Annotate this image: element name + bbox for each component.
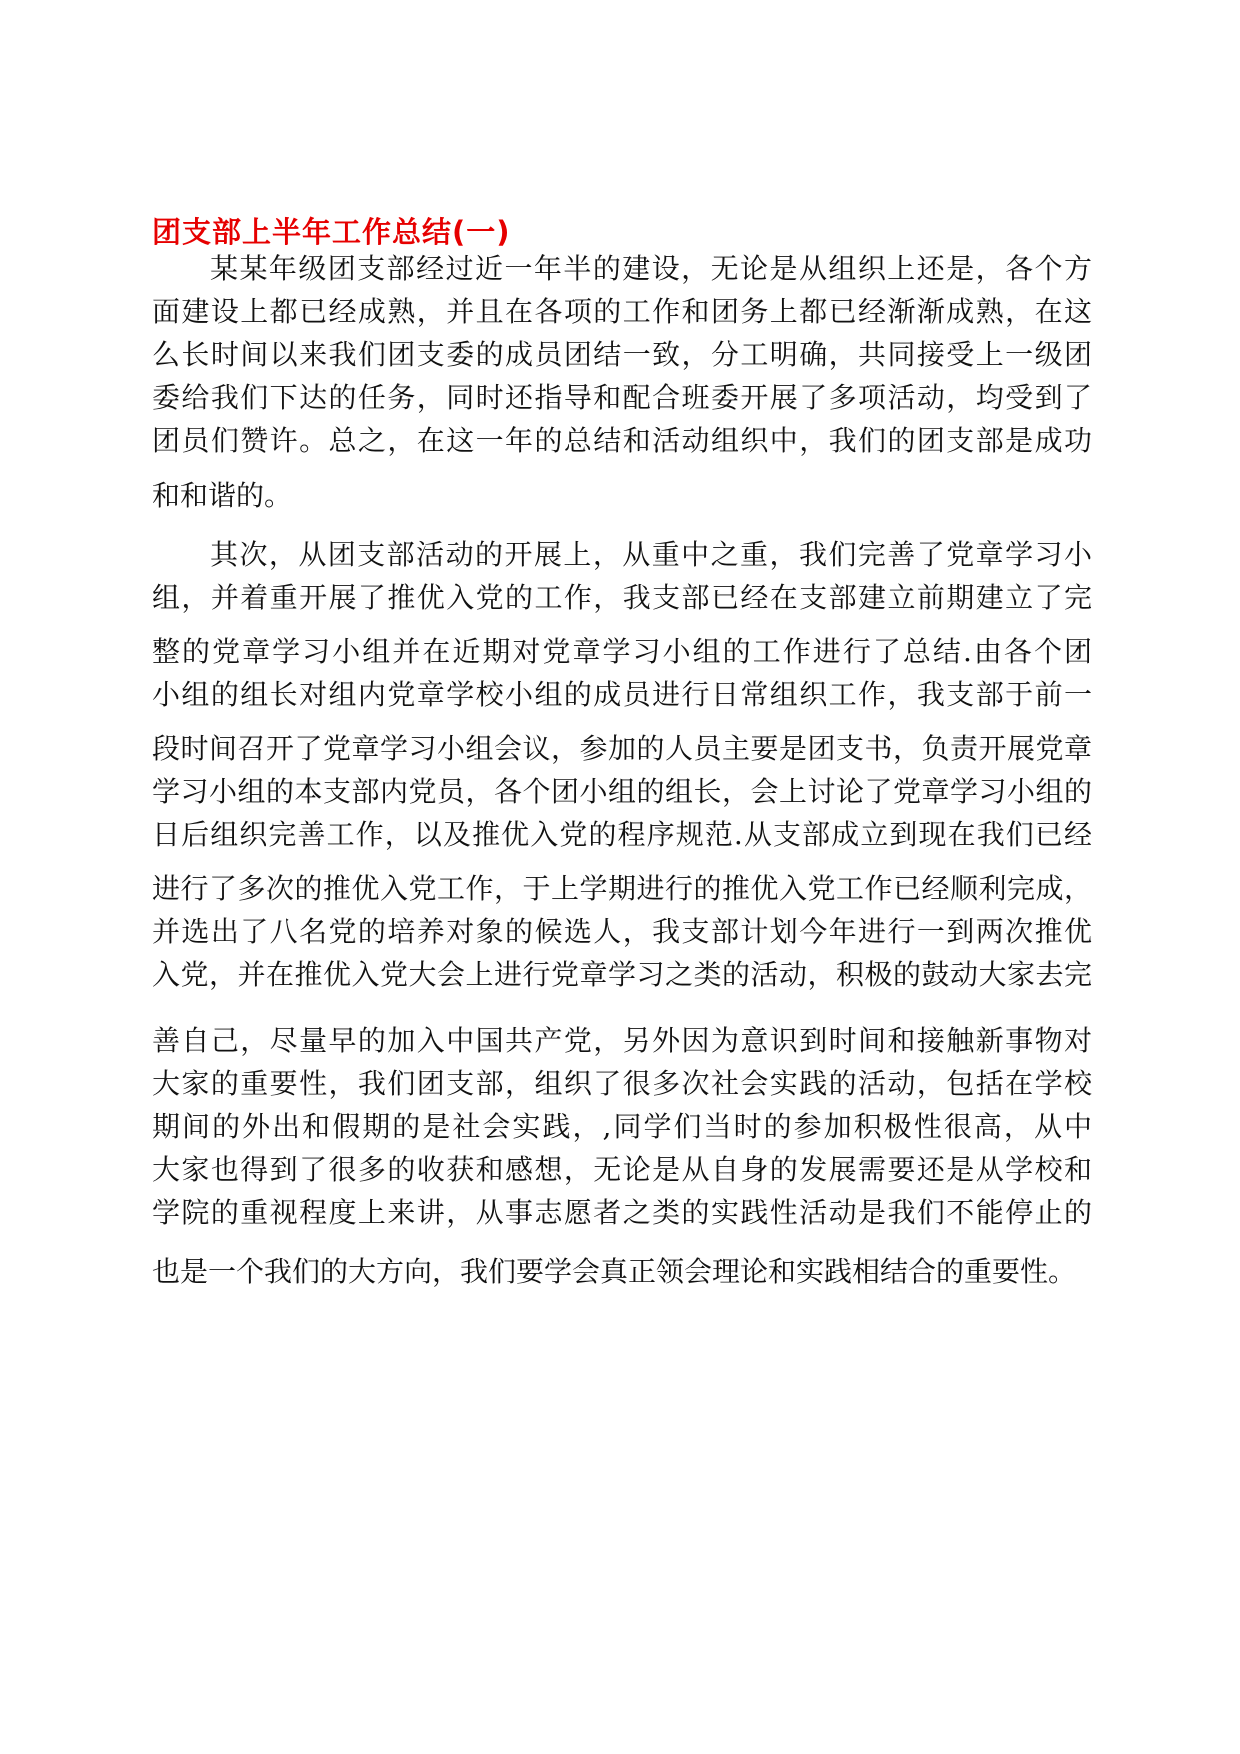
paragraph-1-line-2: 面建设上都已经成熟，并且在各项的工作和团务上都已经渐渐成熟，在这 xyxy=(152,295,1092,328)
paragraph-2-line-3: 整的党章学习小组并在近期对党章学习小组的工作进行了总结.由各个团 xyxy=(152,635,1092,668)
paragraph-1-line-3: 么长时间以来我们团支委的成员团结一致，分工明确，共同接受上一级团 xyxy=(152,338,1092,371)
paragraph-2-line-7: 日后组织完善工作，以及推优入党的程序规范.从支部成立到现在我们已经 xyxy=(152,818,1092,851)
paragraph-2-line-8: 进行了多次的推优入党工作，于上学期进行的推优入党工作已经顺利完成， xyxy=(152,872,1092,905)
paragraph-2-line-15: 学院的重视程度上来讲，从事志愿者之类的实践性活动是我们不能停止的 xyxy=(152,1196,1092,1229)
paragraph-2-line-12: 大家的重要性，我们团支部，组织了很多次社会实践的活动，包括在学校 xyxy=(152,1067,1092,1100)
paragraph-2-line-5: 段时间召开了党章学习小组会议，参加的人员主要是团支书，负责开展党章 xyxy=(152,732,1092,765)
paragraph-1-line-4: 委给我们下达的任务，同时还指导和配合班委开展了多项活动，均受到了 xyxy=(152,381,1092,414)
document-title: 团支部上半年工作总结(一) xyxy=(152,215,511,249)
paragraph-2-line-10: 入党，并在推优入党大会上进行党章学习之类的活动，积极的鼓动大家去完 xyxy=(152,958,1092,991)
paragraph-2-line-9: 并选出了八名党的培养对象的候选人，我支部计划今年进行一到两次推优 xyxy=(152,915,1092,948)
paragraph-2-line-13: 期间的外出和假期的是社会实践，,同学们当时的参加积极性很高，从中 xyxy=(152,1110,1092,1143)
paragraph-2-line-14: 大家也得到了很多的收获和感想，无论是从自身的发展需要还是从学校和 xyxy=(152,1153,1092,1186)
paragraph-2-line-6: 学习小组的本支部内党员，各个团小组的组长，会上讨论了党章学习小组的 xyxy=(152,775,1092,808)
paragraph-2-line-2: 组，并着重开展了推优入党的工作，我支部已经在支部建立前期建立了完 xyxy=(152,581,1092,614)
paragraph-1-line-6: 和和谐的。 xyxy=(152,479,293,512)
paragraph-1-line-5: 团员们赞许。总之，在这一年的总结和活动组织中，我们的团支部是成功 xyxy=(152,424,1092,457)
paragraph-1-line-1: 某某年级团支部经过近一年半的建设，无论是从组织上还是，各个方 xyxy=(210,252,1092,285)
paragraph-2-line-4: 小组的组长对组内党章学校小组的成员进行日常组织工作，我支部于前一 xyxy=(152,678,1092,711)
paragraph-2-line-1: 其次，从团支部活动的开展上，从重中之重，我们完善了党章学习小 xyxy=(210,538,1092,571)
paragraph-2-line-16: 也是一个我们的大方向，我们要学会真正领会理论和实践相结合的重要性。 xyxy=(152,1255,1077,1288)
paragraph-2-line-11: 善自己，尽量早的加入中国共产党，另外因为意识到时间和接触新事物对 xyxy=(152,1024,1092,1057)
